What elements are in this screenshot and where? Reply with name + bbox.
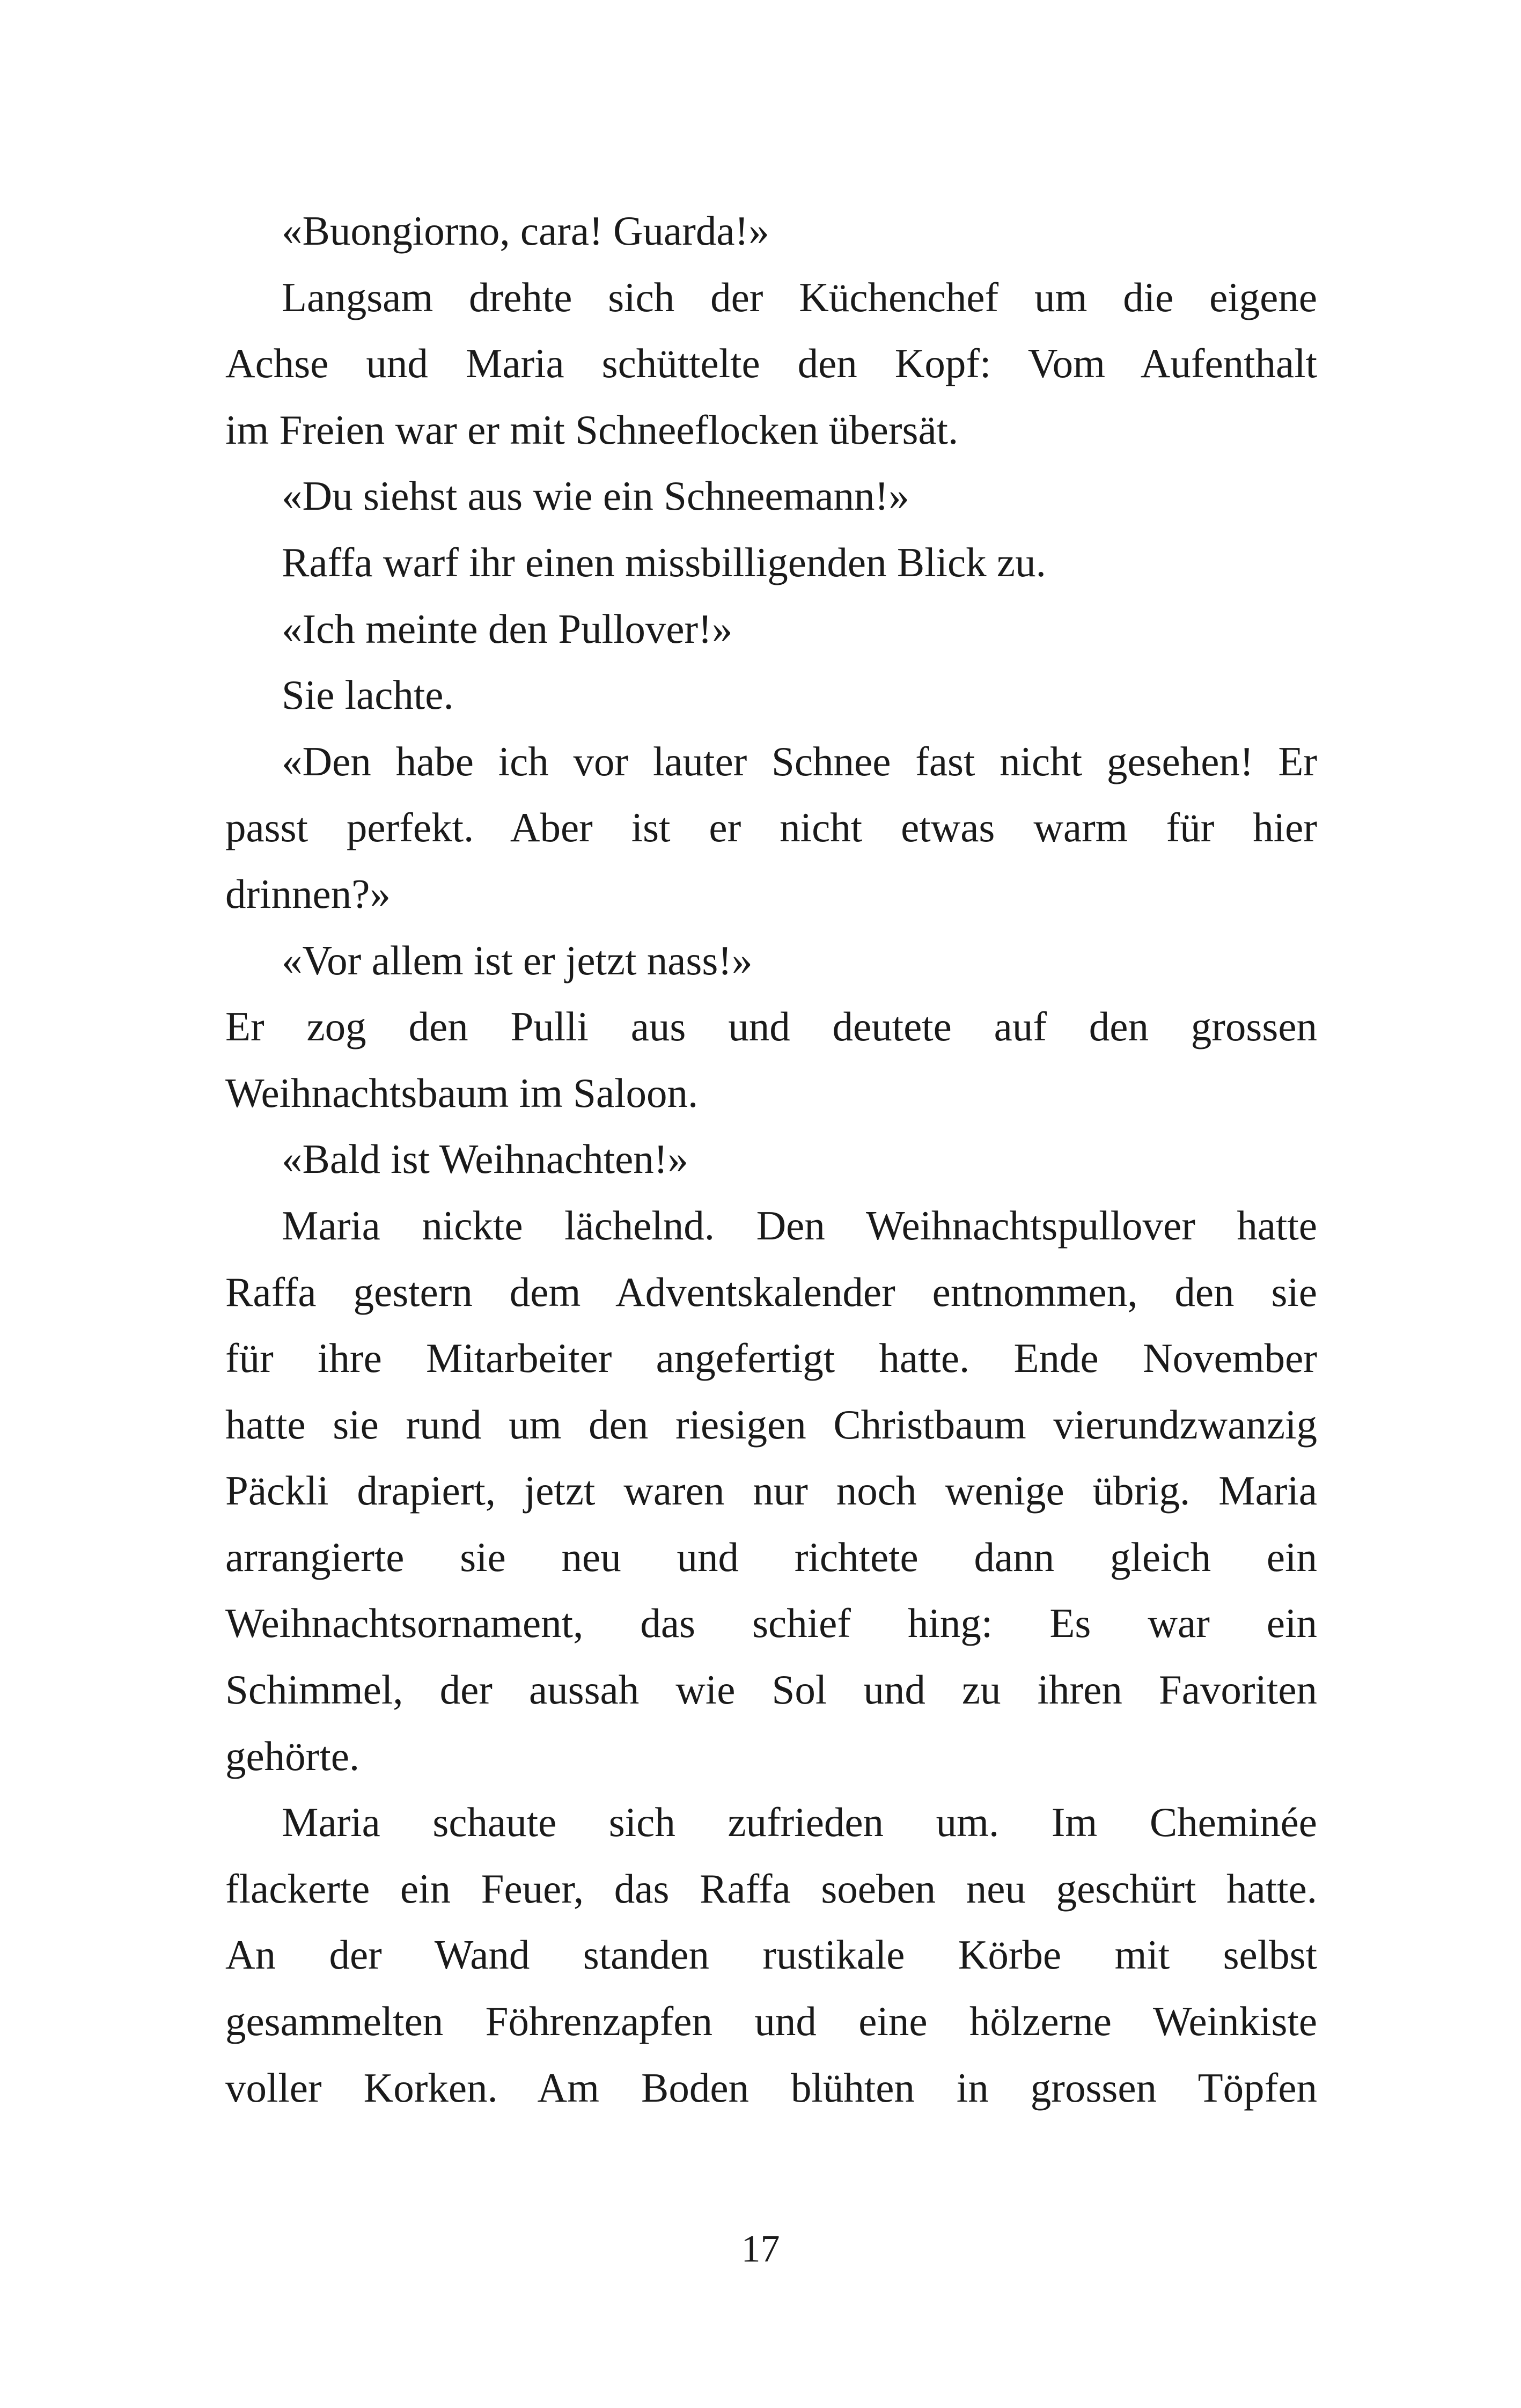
text-line: Maria nickte lächelnd. Den Weihnachtspullover hatte bbox=[282, 1202, 1317, 1249]
text-line: Maria schaute sich zufrieden um. Im Cheminée bbox=[282, 1799, 1317, 1846]
text-line: im Freien war er mit Schneeflocken übersät. bbox=[225, 406, 959, 453]
text-line: «Vor allem ist er jetzt nass!» bbox=[282, 937, 753, 983]
text-line: Langsam drehte sich der Küchenchef um die eigene bbox=[282, 274, 1317, 320]
text-line: «Buongiorno, cara! Guarda!» bbox=[282, 208, 769, 254]
text-line: drinnen?» bbox=[225, 870, 391, 917]
text-line: Achse und Maria schüttelte den Kopf: Vom Aufenthalt bbox=[225, 340, 1317, 387]
body-text bbox=[225, 198, 1317, 2121]
text-line: voller Korken. Am Boden blühten in grossen Töpfen bbox=[225, 2064, 1317, 2111]
text-line: «Den habe ich vor lauter Schnee fast nicht gesehen! Er bbox=[282, 738, 1317, 784]
text-line: «Bald ist Weihnachten!» bbox=[282, 1136, 688, 1183]
text-line: passt perfekt. Aber ist er nicht etwas warm für hier bbox=[225, 804, 1317, 851]
text-line: für ihre Mitarbeiter angefertigt hatte. Ende November bbox=[225, 1335, 1317, 1382]
text-line: Weihnachtsbaum im Saloon. bbox=[225, 1069, 699, 1116]
text-line: gehörte. bbox=[225, 1732, 360, 1779]
text-line: Päckli drapiert, jetzt waren nur noch wenige übrig. Maria bbox=[225, 1467, 1317, 1514]
text-line: Sie lachte. bbox=[282, 672, 454, 718]
text-line: Raffa warf ihr einen missbilligenden Blick zu. bbox=[282, 539, 1046, 585]
text-line: «Ich meinte den Pullover!» bbox=[282, 605, 733, 652]
text-line: arrangierte sie neu und richtete dann gleich ein bbox=[225, 1533, 1317, 1580]
text-line: «Du siehst aus wie ein Schneemann!» bbox=[282, 473, 909, 519]
text-line: Weihnachtsornament, das schief hing: Es war ein bbox=[225, 1600, 1317, 1647]
text-line: gesammelten Föhrenzapfen und eine hölzerne Weinkiste bbox=[225, 1998, 1317, 2045]
text-line: Raffa gestern dem Adventskalender entnommen, den sie bbox=[225, 1268, 1317, 1315]
page-number: 17 bbox=[741, 2227, 780, 2270]
text-line: Er zog den Pulli aus und deutete auf den grossen bbox=[225, 1003, 1317, 1050]
text-line: flackerte ein Feuer, das Raffa soeben neu geschürt hatte. bbox=[225, 1865, 1317, 1912]
text-line: hatte sie rund um den riesigen Christbaum vierundzwanzig bbox=[225, 1401, 1317, 1448]
text-line: An der Wand standen rustikale Körbe mit selbst bbox=[225, 1932, 1317, 1978]
text-line: Schimmel, der aussah wie Sol und zu ihren Favoriten bbox=[225, 1666, 1317, 1713]
